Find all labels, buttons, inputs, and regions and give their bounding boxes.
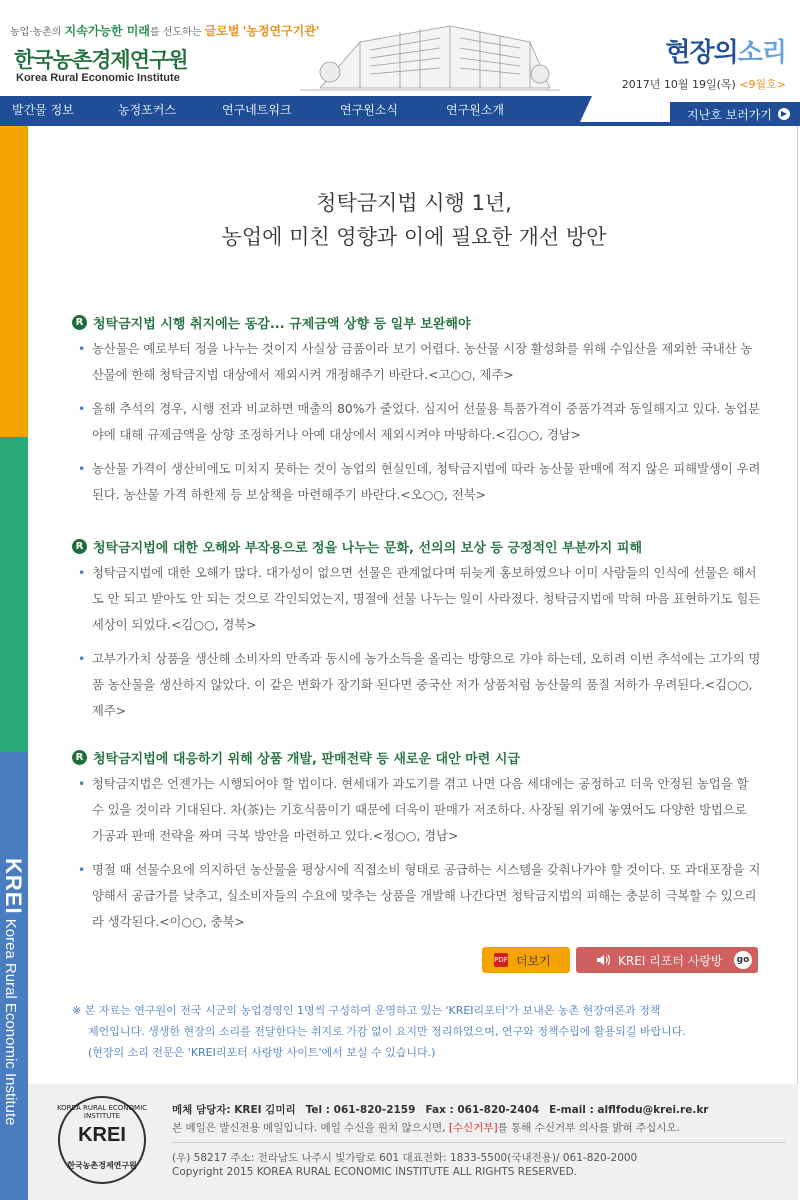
more-button[interactable] xyxy=(482,947,570,973)
reporter-lounge-label: KREI 리포터 사랑방 xyxy=(618,953,723,968)
section-3 xyxy=(72,748,762,935)
contact-tel: Tel : 061-820-2159 xyxy=(305,1104,416,1116)
back-issues-label: 지난호 보러가기 xyxy=(687,107,772,122)
section-heading-text: 청탁금지법 시행 취지에는 동감... 규제금액 상향 등 일부 보완해야 xyxy=(93,317,471,332)
seal-logo-text: KREI xyxy=(78,1124,126,1146)
contact-email[interactable]: E-mail : alflfodu@krei.re.kr xyxy=(549,1104,709,1116)
side-strip-orange xyxy=(0,126,28,437)
footer-address: (우) 58217 주소: 전라남도 나주시 빛가람로 601 대표전화: 1833-5500(국내전용)/ 061-820-2000 xyxy=(172,1152,638,1164)
newsletter-title xyxy=(665,32,786,69)
nav-item-about[interactable]: 연구원소개 xyxy=(446,103,504,117)
notice-text-post: 를 통해 수신거부 의사를 밝혀 주십시오. xyxy=(497,1122,680,1134)
contact-fax: Fax : 061-820-2404 xyxy=(425,1104,540,1116)
tagline-global: 글로벌 xyxy=(204,24,240,38)
footer-divider xyxy=(172,1142,786,1143)
reporter-lounge-button[interactable] xyxy=(576,947,758,973)
newsletter-title-light: 소리 xyxy=(737,38,786,68)
notice-text: 본 메일은 발신전용 메일입니다. 메일 수신을 원치 않으시면, xyxy=(172,1122,449,1134)
section-heading xyxy=(72,748,762,767)
footer-notice xyxy=(172,1120,680,1135)
page-title-line2: 농업에 미친 영향과 이에 필요한 개선 방안 xyxy=(221,225,607,249)
issue-date-text: 2017년 10월 19일(목) xyxy=(621,78,740,91)
contact-person: 메체 담당자: KREI 김미리 xyxy=(172,1104,296,1116)
note-line3: (현장의 소리 전문은 'KREI리포터 사랑방 사이트'에서 보실 수 있습니다.) xyxy=(88,1046,436,1059)
section-1 xyxy=(72,313,762,508)
building-illustration xyxy=(300,2,560,94)
more-button-label: 더보기 xyxy=(516,953,551,968)
list-item: • 올해 추석의 경우, 시행 전과 비교하면 매출의 80%가 줄었다. 심지어 선물용 특품가격이 중품가격과 동일해지고 있다. 농업분야에 대해 규제금액을 상향 조정하거나 아예 대상에서 제외시켜야 마땅하다.<김○○, 경남> xyxy=(72,396,762,448)
list-item: • 명절 때 선물수요에 의지하던 농산물을 평상시에 직접소비 형태로 공급하는 시스템을 갖춰나가야 할 것이다. 또 과대포장을 지양해서 공급가를 낮추고, 실소비자들의 수요에 맞추는 상품을 개발해 나간다면 청탁금지법의 피해는 충분히 극복할 수 있으리라 생각된다.<이○○, 충북> xyxy=(72,857,762,935)
section-heading-text: 청탁금지법에 대한 오해와 부작용으로 정을 나누는 문화, 선의의 보상 등 긍정적인 부분까지 피해 xyxy=(93,541,643,556)
section-2 xyxy=(72,537,762,724)
disclaimer-note xyxy=(72,1000,772,1063)
right-border xyxy=(797,126,798,1200)
tagline-highlight: 지속가능한 미래 xyxy=(64,24,150,38)
nav-item-research-network[interactable]: 연구네트워크 xyxy=(222,103,292,117)
list-item: • 고부가가치 상품을 생산해 소비자의 만족과 동시에 농가소득을 올리는 방향으로 가야 하는데, 오히려 이번 추석에는 고가의 명품 농산물을 생산하지 않았다. 이 같은 변화가 장기화 된다면 중국산 저가 상품처럼 농산물의 품질 저하가 우려된다.<김○○, 제주> xyxy=(72,646,762,724)
issue-date xyxy=(622,76,786,92)
side-strip-brand: KREI xyxy=(1,858,26,915)
org-logo-name[interactable]: 한국농촌경제연구원 xyxy=(14,48,188,72)
section-heading xyxy=(72,537,762,556)
krei-seal-logo xyxy=(52,1096,152,1188)
footer-contact xyxy=(172,1102,708,1117)
footer xyxy=(28,1084,798,1200)
main-nav xyxy=(0,96,580,122)
back-issues-link[interactable] xyxy=(670,102,800,126)
tagline-mid: 를 선도하는 xyxy=(150,27,205,38)
section-heading-text: 청탁금지법에 대응하기 위해 상품 개발, 판매전략 등 새로운 대안 마련 시급 xyxy=(93,752,520,767)
note-line2: 제언입니다. 생생한 현장의 소리를 전달한다는 취지로 가감 없이 요지만 정리하였으며, 연구와 정책수립에 활용되길 바랍니다. xyxy=(88,1025,686,1038)
side-strip-text xyxy=(2,858,26,1198)
page-title xyxy=(28,186,800,254)
unsubscribe-link[interactable]: [수신거부] xyxy=(448,1122,498,1134)
tagline-institute: '농정연구기관' xyxy=(242,24,320,38)
header xyxy=(0,0,800,96)
list-item: • 농산물은 예로부터 정을 나누는 것이지 사실상 금품이라 보기 어렵다. 농산물 시장 활성화를 위해 수입산을 제외한 국내산 농산물에 한해 청탁금지법 대상에서 제외시켜 개정해주기 바란다.<고○○, 제주> xyxy=(72,336,762,388)
go-icon: go xyxy=(734,951,752,969)
r-bullet-icon: R xyxy=(72,539,87,554)
org-logo-name-en: Korea Rural Economic Institute xyxy=(16,72,180,84)
nav-item-institute-news[interactable]: 연구원소식 xyxy=(340,103,398,117)
list-item: • 농산물 가격이 생산비에도 미치지 못하는 것이 농업의 현실인데, 청탁금지법에 따라 농산물 판매에 적지 않은 피해발생이 우려된다. 농산물 가격 하한제 등 보상책을 마련해주기 바란다.<오○○, 전북> xyxy=(72,456,762,508)
issue-number: <9월호> xyxy=(739,78,786,91)
pdf-icon: PDF xyxy=(494,953,508,967)
page-title-line1: 청탁금지법 시행 1년, xyxy=(316,191,512,215)
list-item: • 청탁금지법에 대한 오해가 많다. 대가성이 없으면 선물은 관계없다며 뒤늦게 홍보하였으나 이미 사람들의 인식에 선물은 해서도 안 되고 받아도 안 되는 것으로 각인되었는지, 명절에 선물 나누는 일이 사라졌다. 청탁금지법에 막혀 마음 표현하기도 힘든 세상이 되었다.<김○○, 경북> xyxy=(72,560,762,638)
nav-item-policy-focus[interactable]: 농정포커스 xyxy=(118,103,176,117)
section-heading xyxy=(72,313,762,332)
seal-arc-bottom: 한국농촌경제연구원 xyxy=(67,1161,137,1170)
arrow-right-icon: ▶ xyxy=(778,108,790,120)
tagline xyxy=(10,22,320,39)
note-line1: ※ 본 자료는 연구원이 전국 시군의 농업경영인 1명씩 구성하여 운영하고 있는 'KREI리포터'가 보내온 농촌 현장여론과 정책 xyxy=(72,1004,661,1017)
side-strip-green xyxy=(0,437,28,752)
r-bullet-icon: R xyxy=(72,750,87,765)
newsletter-title-dark: 현장의 xyxy=(665,38,738,68)
list-item: • 청탁금지법은 언젠가는 시행되어야 할 법이다. 현세대가 과도기를 겪고 나면 다음 세대에는 공정하고 더욱 안정된 농업을 할 수 있을 것이라 기대된다. 차(茶)는 기호식품이기 때문에 더욱이 판매가 저조하다. 사장될 위기에 놓였어도 다양한 방법으로 가공과 판매 전략을 짜며 극복 방안을 마련하고 있다.<정○○, 경남> xyxy=(72,771,762,849)
nav-item-publications[interactable]: 발간물 정보 xyxy=(12,103,74,117)
r-bullet-icon: R xyxy=(72,315,87,330)
footer-copyright: Copyright 2015 KOREA RURAL ECONOMIC INSTITUTE ALL RIGHTS RESERVED. xyxy=(172,1166,577,1178)
speaker-icon xyxy=(596,953,612,967)
seal-arc-top: KOREA RURAL ECONOMIC INSTITUTE xyxy=(56,1104,148,1120)
tagline-prefix: 농업·농촌의 xyxy=(10,27,65,38)
side-strip-institute: Korea Rural Economic Institute xyxy=(2,914,19,1126)
